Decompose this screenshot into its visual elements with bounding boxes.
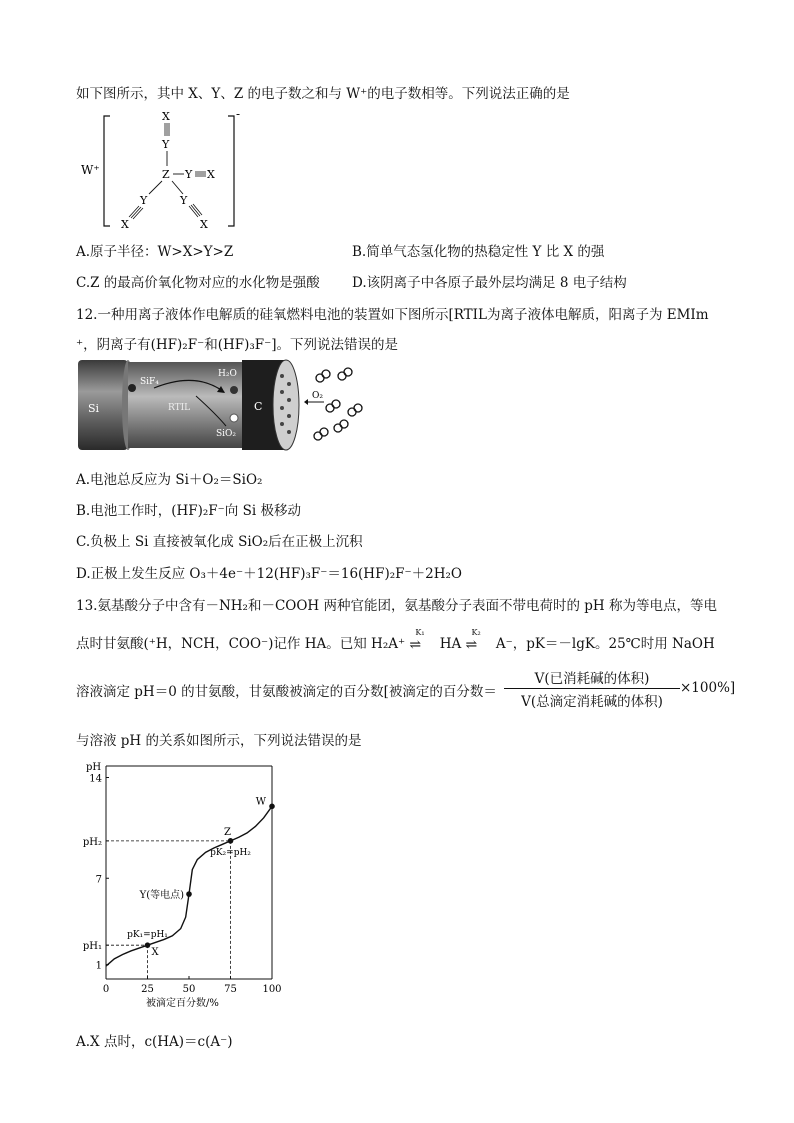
- k1-label: K₁: [415, 627, 425, 637]
- x-tick-label: 75: [224, 984, 237, 995]
- o2-label: O₂: [312, 391, 323, 401]
- q13-line1: 13.氨基酸分子中含有－NH₂和－COOH 两种官能团，氨基酸分子表面不带电荷时的 pH 称为等电点，等电: [76, 598, 717, 614]
- q11-stem: 如下图所示，其中 X、Y、Z 的电子数之和与 W⁺的电子数相等。下列说法正确的是: [76, 86, 570, 102]
- fraction-denominator: V(总滴定消耗碱的体积): [521, 694, 663, 710]
- atom-y-lower-right: Y: [180, 194, 188, 207]
- q13-option-a: A.X 点时，c(HA)＝c(A⁻): [76, 1034, 233, 1050]
- q13-line2: [76, 627, 715, 653]
- point-label: Y(等电点): [139, 890, 184, 902]
- atom-z: Z: [162, 168, 170, 181]
- y-tick-label: 14: [89, 773, 102, 785]
- y-axis-label: pH: [86, 762, 102, 773]
- y-tick-label: 1: [95, 960, 102, 972]
- h2o-label: H₂O: [218, 369, 237, 379]
- anion-structure-figure: [76, 106, 246, 234]
- q13-line3-b: ×100%]: [680, 680, 736, 696]
- w-cation-label: W⁺: [81, 163, 100, 177]
- q13-line3-a: 溶液滴定 pH＝0 的甘氨酸，甘氨酸被滴定的百分数[被滴定的百分数＝: [76, 684, 497, 700]
- q11-option-b: B.简单气态氢化物的热稳定性 Y 比 X 的强: [352, 244, 605, 260]
- q13-line2-part-a: 点时甘氨酸(⁺H，NCH，COO⁻)记作 HA。已知 H₂A⁺: [76, 636, 406, 652]
- atom-x-lower-right: X: [200, 218, 208, 231]
- q12-option-a: A.电池总反应为 Si＋O₂＝SiO₂: [76, 472, 263, 488]
- point-w: [269, 803, 275, 809]
- q12-stem-line2: ⁺，阴离子有(HF)₂F⁻和(HF)₃F⁻]。下列说法错误的是: [76, 337, 399, 353]
- charge-label: -: [236, 107, 241, 121]
- q13-line4: 与溶液 pH 的关系如图所示，下列说法错误的是: [76, 733, 362, 749]
- y-tick-label: pH₂: [82, 836, 102, 848]
- q13-line2-part-b: HA: [439, 636, 462, 652]
- y-tick-label: 7: [95, 874, 102, 886]
- atom-x-top: X: [162, 110, 170, 123]
- point-x: [145, 942, 151, 948]
- atom-y-top: Y: [162, 138, 170, 151]
- q11-option-c: C.Z 的最高价氧化物对应的水化物是强酸: [76, 275, 320, 291]
- x-tick-label: 100: [262, 984, 282, 995]
- point-y: [186, 891, 192, 897]
- atom-y-left: Y: [140, 194, 148, 207]
- fuel-cell-figure: [76, 356, 366, 456]
- q12-option-b: B.电池工作时，(HF)₂F⁻向 Si 极移动: [76, 503, 301, 519]
- point-label: X: [151, 947, 159, 959]
- x-axis-label: 被滴定百分数/%: [146, 998, 219, 1009]
- annotation-pk2: pK₂=pH₂: [210, 847, 251, 858]
- titration-curve: [106, 806, 272, 966]
- k2-label: K₂: [471, 627, 481, 637]
- sio2-label: SiO₂: [216, 429, 237, 439]
- equilibrium-arrow-2: K₂ ⇌: [465, 627, 481, 653]
- point-label: W: [255, 796, 266, 808]
- q11-option-d: D.该阴离子中各原子最外层均满足 8 电子结构: [352, 275, 627, 291]
- fraction-numerator: V(已消耗碱的体积): [504, 667, 680, 689]
- x-tick-label: 0: [102, 984, 110, 995]
- right-bracket: [228, 116, 234, 226]
- c-label: C: [254, 400, 263, 413]
- x-tick-label: 25: [141, 984, 154, 995]
- atom-y-right: Y: [185, 168, 193, 181]
- point-z: [228, 838, 234, 844]
- q13-line2-part-c: A⁻，pK＝－lgK。25℃时用 NaOH: [495, 636, 715, 652]
- q12-option-c: C.负极上 Si 直接被氧化成 SiO₂后在正极上沉积: [76, 534, 363, 550]
- rtil-label: RTIL: [168, 403, 191, 413]
- equilibrium-arrow-1: K₁ ⇌: [409, 627, 425, 653]
- atom-x-left: X: [121, 218, 129, 231]
- q12-option-d: D.正极上发生反应 O₃＋4e⁻＋12(HF)₃F⁻＝16(HF)₂F⁻＋2H₂O: [76, 566, 462, 582]
- si-label: Si: [88, 402, 100, 415]
- sif4-label: SiF₄: [140, 377, 159, 387]
- q11-option-a: A.原子半径：W>X>Y>Z: [76, 244, 234, 260]
- point-label: Z: [224, 826, 231, 838]
- titration-chart: [76, 756, 296, 1010]
- y-tick-label: pH₁: [82, 941, 102, 953]
- annotation-pk1: pK₁=pH₁: [127, 930, 168, 941]
- left-bracket: [104, 116, 110, 226]
- q12-stem-line1: 12.一种用离子液体作电解质的硅氧燃料电池的装置如下图所示[RTIL为离子液体电解质，阳离子为 EMIm: [76, 307, 709, 323]
- atom-x-right: X: [207, 168, 215, 181]
- x-tick-label: 50: [182, 984, 196, 995]
- percent-fraction: [504, 667, 680, 710]
